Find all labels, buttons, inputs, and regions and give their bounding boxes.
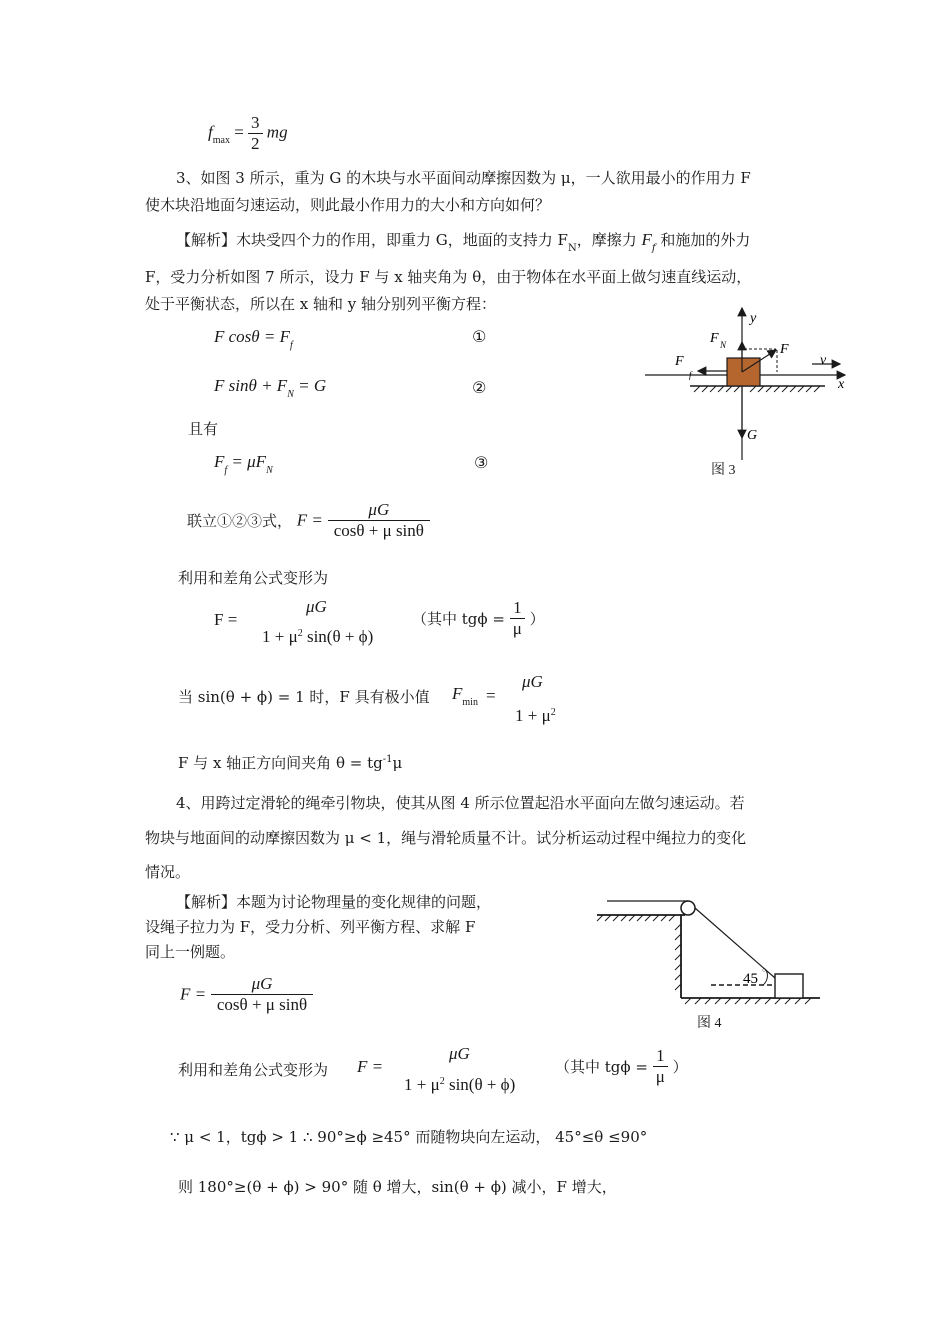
figure-3-caption: 图 3 xyxy=(711,463,736,478)
q4-line3: 情况。 xyxy=(145,863,191,881)
a4-line2: 设绳子拉力为 F，受力分析、列平衡方程、求解 F xyxy=(145,918,476,936)
a4-transform-num: μG xyxy=(449,1044,470,1063)
eq1: F $\cos\theta = F_f$ xyxy=(214,327,293,351)
figure-4-caption: 图 4 xyxy=(697,1016,722,1031)
f-label: F xyxy=(780,342,789,357)
pulley xyxy=(681,901,695,915)
fmin-den: $1 + \mu^2$ xyxy=(515,706,556,725)
transform-label: 利用和差角公式变形为 xyxy=(178,569,329,587)
eq3-number: ③ xyxy=(474,453,489,472)
transform-den: $1 + \mu^2$ sin(θ + ϕ) xyxy=(262,627,374,646)
ff-label: F xyxy=(675,354,684,369)
fmin-eq: = xyxy=(486,686,496,705)
a3-line3: 处于平衡状态，所以在 x 轴和 y 轴分别列平衡方程： xyxy=(145,295,497,313)
q4-line2: 物块与地面间的动摩擦因数为 μ < 1，绳与滑轮质量不计。试分析运动过程中绳拉力的变化 xyxy=(145,829,747,847)
transform-lhs: F = xyxy=(214,610,238,629)
q3-line1: 3、如图 3 所示，重为 G 的木块与水平面间动摩擦因数为 μ，一人欲用最小的作用力 F xyxy=(176,169,751,187)
figure-3-force-diagram xyxy=(640,300,860,480)
formula-fmax: $f_{max}$ = $\frac{3}{2}$ mg xyxy=(208,113,288,153)
ground-hatch-4 xyxy=(685,998,811,1004)
a4-line1: 【解析】本题为讨论物理量的变化规律的问题， xyxy=(176,893,492,911)
combine-formula: 联立①②③式， F = $\frac{\mu G}{\text{cosθ + μ sinθ}}$ xyxy=(187,500,430,541)
velocity-label: v xyxy=(820,353,827,368)
fmin-lhs: $F_{min}$ xyxy=(452,684,478,708)
ground-hatch xyxy=(690,386,825,392)
fmin-num: μG xyxy=(522,672,543,691)
fn-label: F xyxy=(710,331,719,346)
ff-label-sub: f xyxy=(689,370,692,380)
g-label: G xyxy=(747,428,758,443)
a4-transform-lhs: F = xyxy=(357,1057,384,1076)
a4-transform-note: （其中 tgϕ = $\frac{1}{\mu}$ ） xyxy=(555,1046,688,1086)
wood-block xyxy=(727,358,760,386)
fn-label-sub: N xyxy=(720,340,727,350)
transform-note: （其中 tgϕ = $\frac{1}{\mu}$ ） xyxy=(412,598,545,638)
eq2-number: ② xyxy=(472,378,487,397)
a3-line2: F，受力分析如图 7 所示，设力 F 与 x 轴夹角为 θ，由于物体在水平面上做匀速直线运动， xyxy=(145,268,752,286)
then-line: 则 180°≥(θ + ϕ) > 90° 随 θ 增大，sin(θ + ϕ) 减小，F 增大， xyxy=(178,1178,617,1196)
eq1-number: ① xyxy=(472,327,487,346)
a4-line3: 同上一例题。 xyxy=(145,943,236,961)
y-axis-label: y xyxy=(750,311,757,326)
transform-num: μG xyxy=(306,597,327,616)
angle-label: 45 xyxy=(743,971,758,987)
pulled-block xyxy=(775,974,803,998)
x-axis-label: x xyxy=(838,377,845,392)
min-condition: 当 sin(θ + ϕ) = 1 时，F 具有极小值 xyxy=(178,688,430,706)
platform-hatch xyxy=(597,915,675,921)
angle-degree-mark: ○ xyxy=(762,966,767,974)
a3-line1: 【解析】木块受四个力的作用，即重力 G，地面的支持力 $F_N$，摩擦力 $F_f$ 和施加的外力 xyxy=(176,230,751,254)
eq3: $F_f = \mu F_N$ xyxy=(214,452,273,476)
a4-formula: F = $\frac{\mu G}{\text{cosθ + μ sinθ}}$ xyxy=(180,974,313,1015)
eq2: F $\sin\theta + F_N = G$ xyxy=(214,376,327,400)
q4-line1: 4、用跨过定滑轮的绳牵引物块，使其从图 4 所示位置起沿水平面向左做匀速运动。若 xyxy=(176,794,745,812)
figure-4-pulley-diagram xyxy=(595,890,825,1010)
a4-transform-den: $1 + \mu^2$ sin(θ + ϕ) xyxy=(404,1075,516,1094)
since-line: ∵ μ < 1，tgϕ > 1 ∴ 90°≥ϕ ≥45° 而随物块向左运动， 45°≤θ ≤90° xyxy=(170,1128,648,1146)
q3-line2: 使木块沿地面匀速运动，则此最小作用力的大小和方向如何？ xyxy=(145,196,551,214)
a4-transform-label: 利用和差角公式变形为 xyxy=(178,1061,329,1079)
wall-hatch xyxy=(675,924,681,990)
angle-result: F 与 x 轴正方向间夹角 $\theta = tg^{-1}\mu$ xyxy=(178,754,403,772)
also-label: 且有 xyxy=(188,420,219,438)
